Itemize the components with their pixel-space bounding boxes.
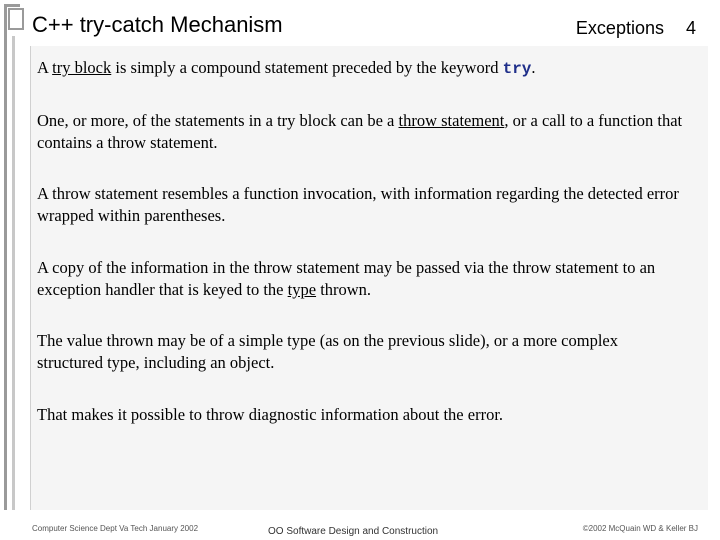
paragraph-diagnostic: That makes it possible to throw diagnostic information about the error.: [37, 405, 504, 424]
footer-center: OO Software Design and Construction: [268, 526, 439, 537]
paragraph-throw-resembles: A throw statement resembles a function invocation, with information regarding the detected error wrapped within parentheses.: [37, 184, 679, 225]
footer-left: Computer Science Dept Va Tech January 2002: [32, 524, 199, 533]
paragraph-throw-statement: One, or more, of the statements in a try block can be a throw statement, or a call to a function that contains a throw statement.: [37, 111, 683, 152]
paragraph-copy-information: A copy of the information in the throw statement may be passed via the throw statement to an exception handler that is keyed to the type thrown.: [37, 258, 656, 299]
section-label: Exceptions: [575, 18, 664, 38]
slide-title: C++ try-catch Mechanism: [32, 12, 283, 37]
page-number: 4: [685, 18, 696, 38]
term-type: type: [287, 280, 317, 299]
slide-corner-square: [8, 8, 24, 30]
term-throw-statement: throw statement: [398, 111, 505, 130]
term-try-block: try block: [52, 58, 112, 77]
footer-right: ©2002 McQuain WD & Keller BJ: [582, 524, 698, 533]
paragraph-value-thrown: The value thrown may be of a simple type (as on the previous slide), or a more complex structured type, including an object.: [37, 331, 618, 372]
slide-left-rule: [12, 36, 15, 510]
slide-header-right: [576, 18, 696, 39]
paragraph-try-block: A try block is simply a compound statement preceded by the keyword try.: [37, 58, 536, 78]
keyword-try: try: [502, 60, 532, 78]
